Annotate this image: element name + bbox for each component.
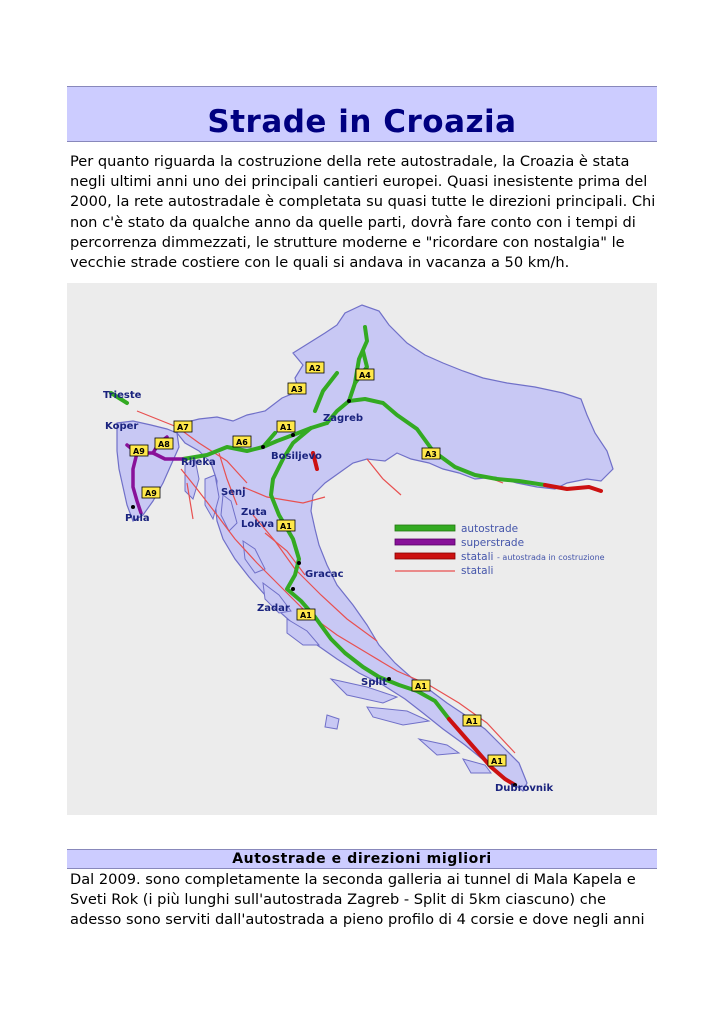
section-header-band: [67, 849, 657, 869]
svg-text:A1: A1: [280, 522, 292, 531]
city-label-dubrovnik: Dubrovnik: [495, 783, 554, 794]
svg-text:A4: A4: [359, 371, 371, 380]
legend-label-statali-note: - autostrada in costruzione: [497, 553, 605, 562]
shield-a7: [174, 421, 192, 432]
city-label-zagreb: Zagreb: [323, 413, 364, 424]
shield-a1-lika: [277, 520, 295, 531]
svg-text:A3: A3: [425, 450, 437, 459]
legend-swatch-autostrade: [395, 525, 455, 531]
page-title: Strade in Croazia: [207, 104, 517, 140]
svg-text:A1: A1: [466, 717, 478, 726]
shield-a1-south: [488, 755, 506, 766]
shield-a6: [233, 436, 251, 447]
city-label-rijeka: Rijeka: [181, 457, 216, 468]
svg-text:A9: A9: [145, 489, 157, 498]
shield-a1-zagreb: [277, 421, 295, 432]
svg-text:A3: A3: [291, 385, 303, 394]
svg-text:A1: A1: [491, 757, 503, 766]
legend-swatch-in-costruzione: [395, 553, 455, 559]
legend-swatch-superstrade: [395, 539, 455, 545]
shield-a3-east: [422, 448, 440, 459]
intro-paragraph: Per quanto riguarda la costruzione della rete autostradale, la Croazia è stata negli ultimi anni uno dei principali cantieri europei. Quasi inesistente prima del 2000, la rete autostradale è completata su quasi tutte le direzioni principali. Chi non c'è stato da qualche anno da quelle parti, dovrà fare conto con i tempi di percorrenza dimmezzati, le strutture moderne e "ricordare con nostalgia" le vecchie strade costiere con le quali si andava in vacanza a 50 km/h.: [70, 153, 656, 272]
shield-a1-zadar: [297, 609, 315, 620]
svg-text:A6: A6: [236, 438, 248, 447]
svg-text:A2: A2: [309, 364, 321, 373]
city-label-pula: Pula: [125, 513, 150, 524]
city-label-zuta: Zuta: [241, 507, 267, 518]
city-label-split: Split: [361, 677, 387, 688]
legend-label-statali: statali: [461, 565, 494, 577]
svg-text:A9: A9: [133, 447, 145, 456]
shield-a4: [356, 369, 374, 380]
istria-land: [117, 421, 179, 521]
shield-a1-coast: [463, 715, 481, 726]
city-label-bosiljevo: Bosiljevo: [271, 451, 322, 462]
legend-label-autostrade: autostrade: [461, 523, 519, 535]
svg-text:A1: A1: [415, 682, 427, 691]
city-label-trieste: Trieste: [103, 390, 142, 401]
shield-a1-split: [412, 680, 430, 691]
svg-text:A1: A1: [300, 611, 312, 620]
shield-a8: [155, 438, 173, 449]
title-band: [67, 86, 657, 142]
road-map: [67, 283, 657, 815]
legend-label-superstrade: superstrade: [461, 537, 525, 549]
map-legend: [395, 523, 605, 577]
city-label-koper: Koper: [105, 421, 139, 432]
svg-text:A7: A7: [177, 423, 189, 432]
croatia-road-map-svg: [67, 283, 657, 815]
legend-label-statali-prefix: statali: [461, 551, 494, 563]
shield-a2: [306, 362, 324, 373]
shield-a9-west: [130, 445, 148, 456]
city-label-senj: Senj: [221, 487, 246, 498]
section-paragraph: Dal 2009. sono completamente la seconda galleria ai tunnel di Mala Kapela e Sveti Rok (i più lunghi sull'autostrada Zagreb - Split di 5km ciascuno) che adesso sono serviti dall'autostrada a pieno profilo di 4 corsie e dove negli anni: [70, 871, 645, 929]
shield-a3-north: [288, 383, 306, 394]
shield-a9-south: [142, 487, 160, 498]
city-label-gracac: Gracac: [305, 569, 344, 580]
city-label-zadar: Zadar: [257, 603, 290, 614]
section-title: Autostrade e direzioni migliori: [232, 851, 492, 867]
city-label-lokva: Lokva: [241, 519, 275, 530]
svg-text:A1: A1: [280, 423, 292, 432]
svg-text:A8: A8: [158, 440, 170, 449]
